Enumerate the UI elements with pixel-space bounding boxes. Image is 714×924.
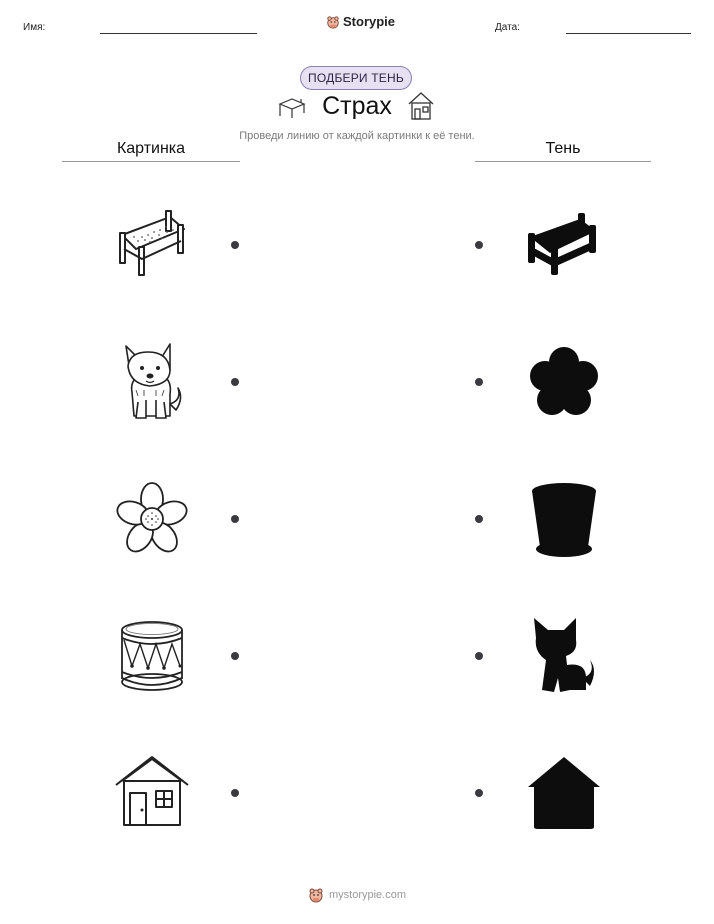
bed-shadow-icon [524,205,604,285]
connection-dot-right-4[interactable] [475,652,483,660]
connection-dot-right-2[interactable] [475,378,483,386]
connection-dot-left-4[interactable] [231,652,239,660]
date-label: Дата: [495,22,520,33]
brand-name: Storypie [343,14,396,29]
name-label: Имя: [23,22,46,33]
drum-shadow-icon [524,479,604,559]
storypie-mascot-icon [308,887,324,903]
drum-icon [112,616,192,696]
flower-icon [112,479,192,559]
bed-icon [112,205,192,285]
page-title: Страх [322,92,392,120]
column-header-shadows: Тень [545,140,581,157]
dog-shadow-icon [524,616,604,696]
connection-dot-left-2[interactable] [231,378,239,386]
column-header-pictures: Картинка [116,140,186,157]
brand-logo [326,14,395,29]
connection-dot-right-3[interactable] [475,515,483,523]
column-underline-left [62,161,240,162]
house-shadow-icon [524,753,604,833]
name-line[interactable] [100,33,257,34]
connection-dot-right-5[interactable] [475,789,483,797]
footer-site-link[interactable]: mystorypie.com [328,889,407,901]
connection-dot-right-1[interactable] [475,241,483,249]
instruction-text: Проведи линию от каждой картинки к её тени. [239,130,475,142]
dog-icon [112,342,192,422]
activity-badge: ПОДБЕРИ ТЕНЬ [300,66,412,90]
house-icon [406,90,436,122]
storypie-mascot-icon [326,15,340,29]
date-line[interactable] [566,33,691,34]
connection-dot-left-1[interactable] [231,241,239,249]
house-icon [112,753,192,833]
connection-dot-left-5[interactable] [231,789,239,797]
connection-dot-left-3[interactable] [231,515,239,523]
footer [0,887,714,903]
flower-shadow-icon [524,342,604,422]
column-underline-right [475,161,651,162]
